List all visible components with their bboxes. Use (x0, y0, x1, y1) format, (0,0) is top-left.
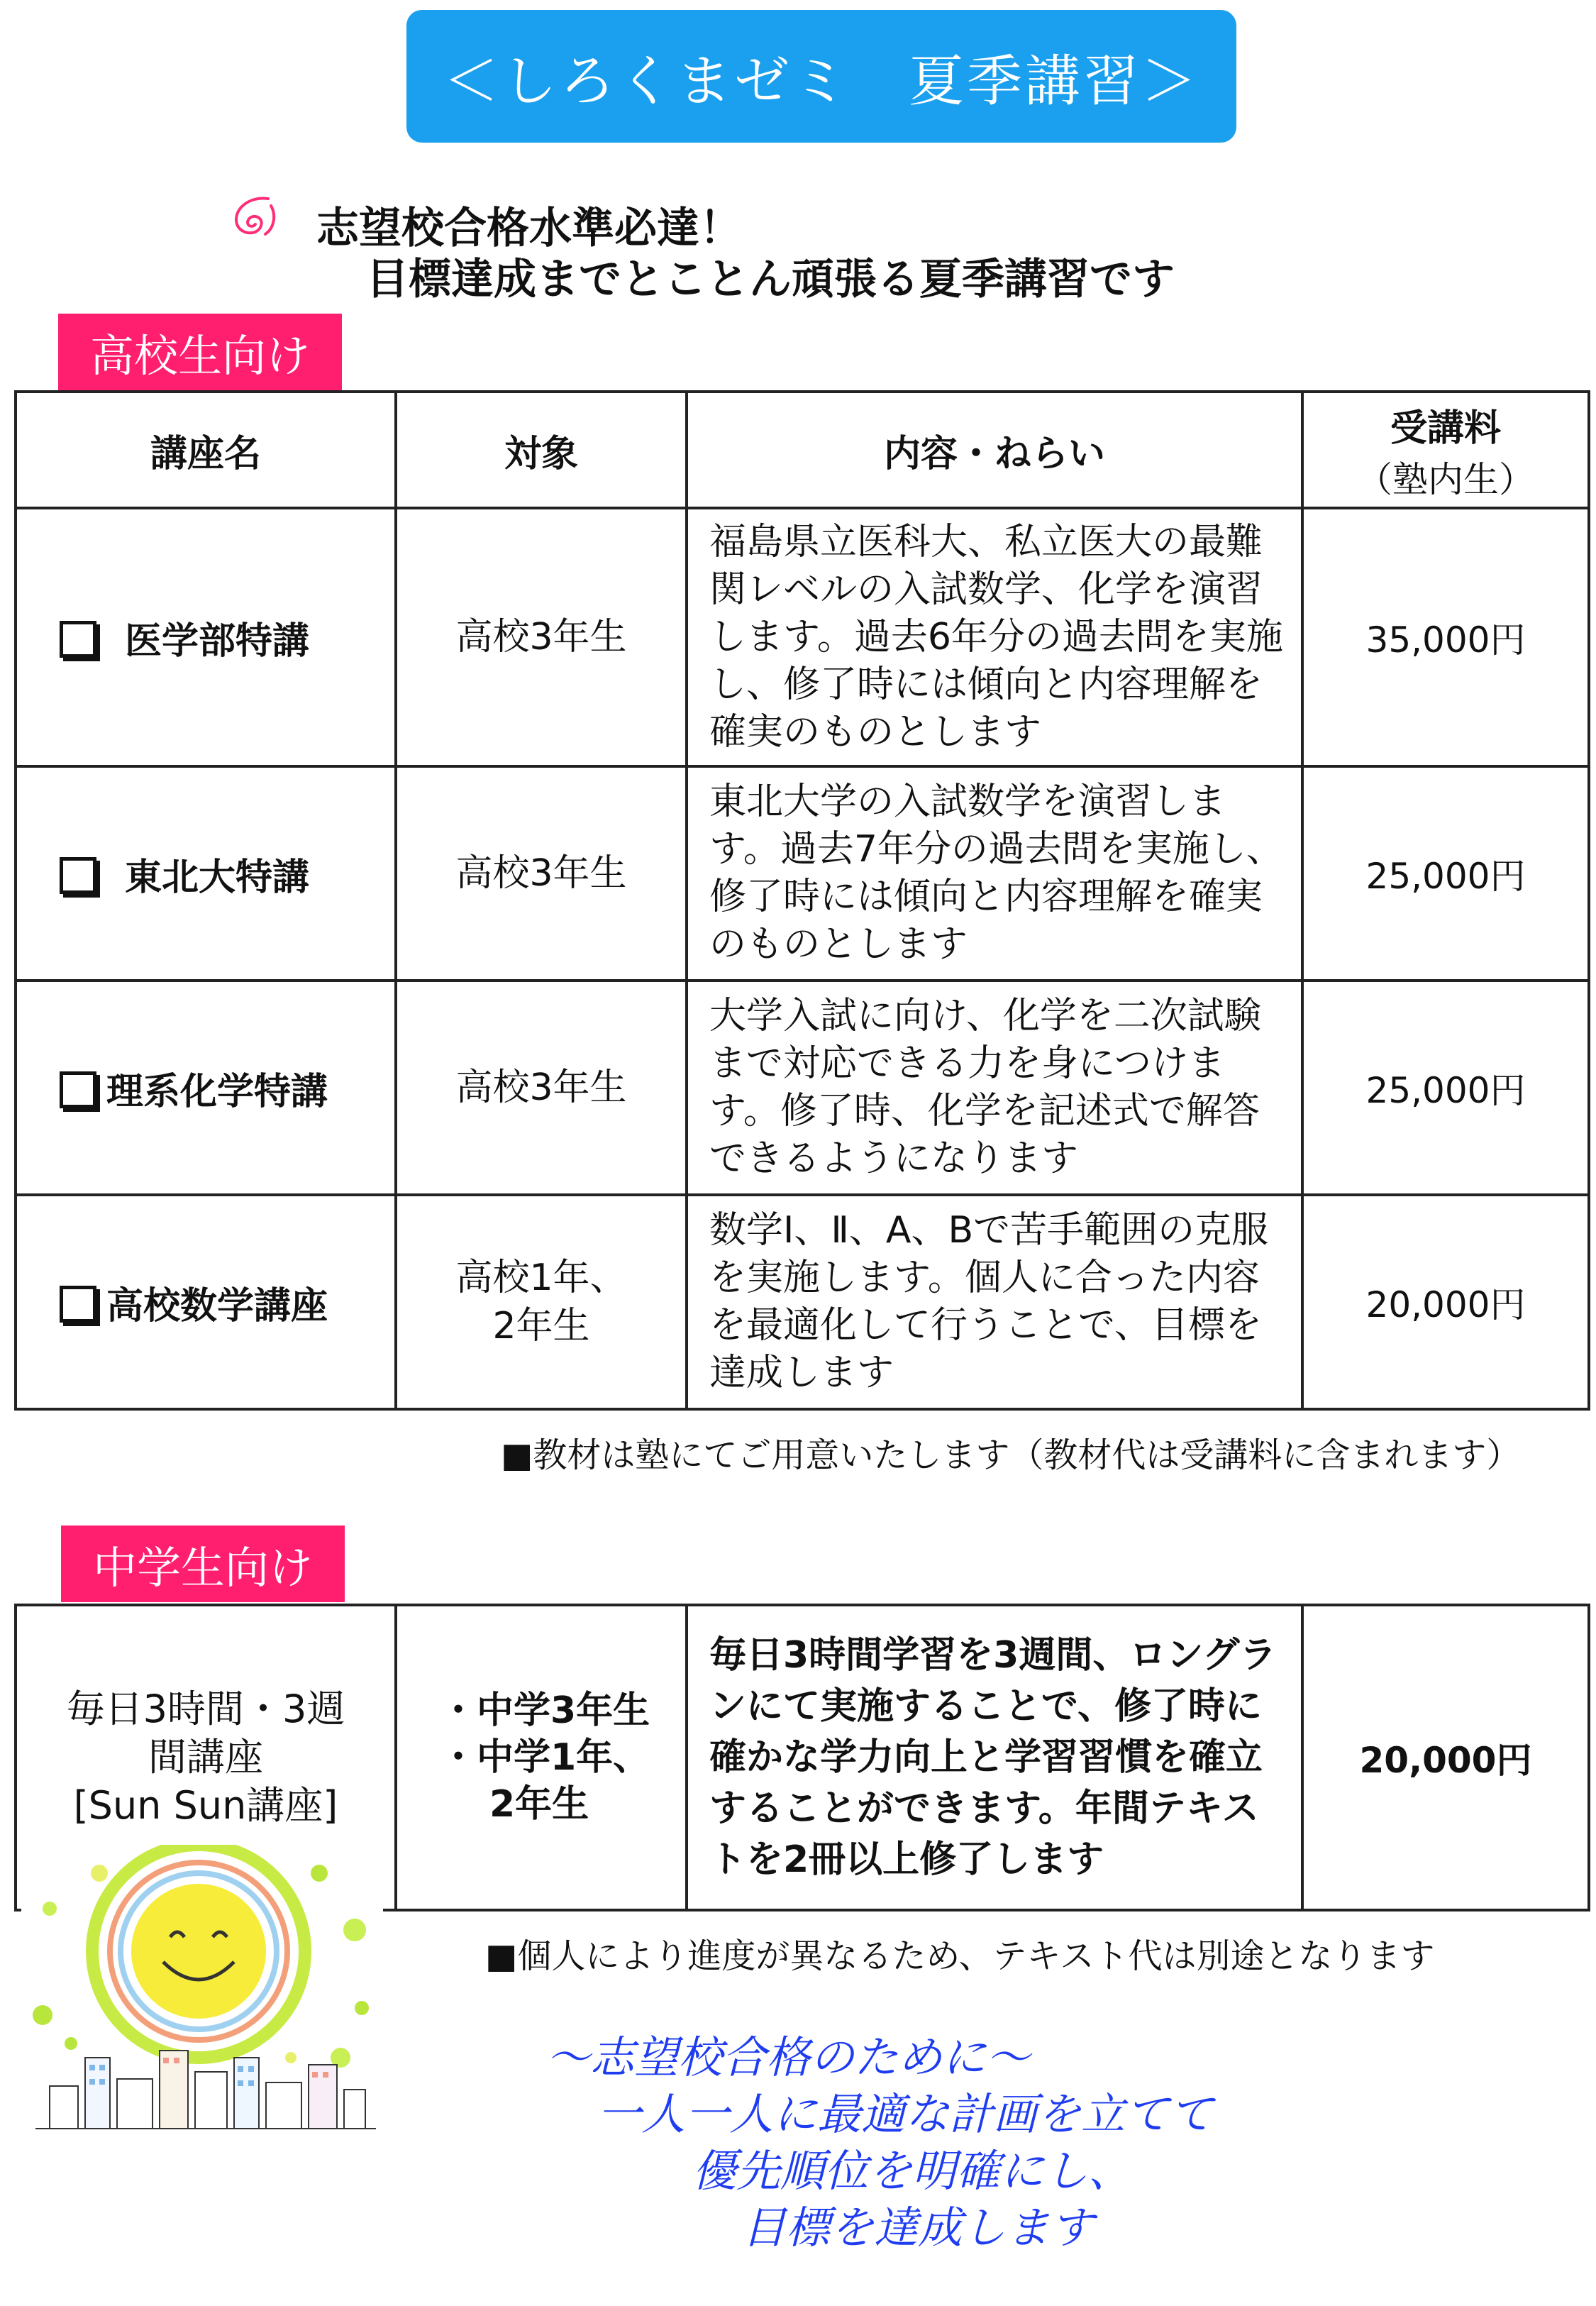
closing-line-2: 一人一人に最適な計画を立てて (597, 2088, 1214, 2140)
table-row (16, 508, 1589, 766)
fee-cell: 35,000円 (1302, 508, 1589, 766)
high-school-tag: 高校生向け (58, 314, 342, 390)
header-content: 内容・ねらい (687, 392, 1302, 508)
course-name-line: 間講座 (148, 1735, 263, 1780)
course-name-line: 毎日3時間・3週 (66, 1687, 345, 1731)
target-line: 2年生 (489, 1783, 589, 1826)
target-line: 2年生 (492, 1305, 590, 1347)
intro-line-1: 志望校合格水準必達！ (316, 204, 742, 253)
course-cell (16, 1195, 396, 1409)
swirl-icon (227, 192, 284, 241)
course-name: 医学部特講 (125, 619, 310, 663)
content-cell: 東北大学の入試数学を演習します。過去7年分の過去問を実施し、修了時には傾向と内容理解を確実のものとします (687, 766, 1302, 981)
closing-line-4: 目標を達成します (742, 2202, 1095, 2253)
textbook-note: ■個人により進度が異なるため、テキスト代は別途となります (485, 1936, 1435, 1976)
header-fee-sub: （塾内生） (1357, 458, 1534, 500)
header-course: 講座名 (16, 392, 396, 508)
table-row (16, 766, 1589, 981)
table-row (16, 981, 1589, 1195)
target-cell: 高校3年生 (396, 981, 687, 1195)
fee-cell: 25,000円 (1302, 766, 1589, 981)
course-name: 東北大特講 (125, 856, 310, 899)
target-cell: 高校3年生 (396, 766, 687, 981)
table-header-row (16, 392, 1589, 508)
checkbox-icon (60, 1286, 96, 1323)
course-cell (16, 981, 396, 1195)
materials-note: ■教材は塾にてご用意いたします（教材代は受講料に含まれます） (501, 1435, 1521, 1475)
target-line: ・中学1年、 (440, 1736, 650, 1779)
content-cell: 毎日3時間学習を3週間、ロングランにて実施することで、修了時に確かな学力向上と学習習慣を確立することができます。年間テキストを2冊以上修了します (687, 1605, 1302, 1910)
target-cell (396, 1195, 687, 1409)
fee-cell: 25,000円 (1302, 981, 1589, 1195)
checkbox-icon (60, 1071, 96, 1108)
course-name: 高校数学講座 (106, 1284, 328, 1328)
header-fee (1302, 392, 1589, 508)
target-line: ・中学3年生 (440, 1689, 650, 1732)
course-cell (16, 766, 396, 981)
target-cell (396, 1605, 687, 1910)
table-row (16, 1195, 1589, 1409)
fee-cell: 20,000円 (1302, 1195, 1589, 1409)
header-target: 対象 (396, 392, 687, 508)
smiling-sun-city-illustration (21, 1845, 383, 2178)
checkbox-icon (60, 857, 96, 894)
fee-cell: 20,000円 (1302, 1605, 1589, 1910)
header-fee-main: 受講料 (1390, 407, 1501, 450)
closing-line-3: 優先順位を明確にし、 (692, 2145, 1133, 2197)
content-cell: 数学Ⅰ、Ⅱ、A、Bで苦手範囲の克服を実施します。個人に合った内容を最適化して行うことで、目標を達成します (687, 1195, 1302, 1409)
checkbox-icon (60, 621, 96, 658)
course-name: 理系化学特講 (106, 1070, 328, 1113)
high-school-course-table (14, 390, 1590, 1411)
junior-high-tag: 中学生向け (61, 1526, 345, 1602)
course-name-line: [Sun Sun講座] (73, 1783, 338, 1828)
target-cell: 高校3年生 (396, 508, 687, 766)
content-cell: 福島県立医科大、私立医大の最難関レベルの入試数学、化学を演習します。過去6年分の過去問を実施し、修了時には傾向と内容理解を確実のものとします (687, 508, 1302, 766)
intro-line-2: 目標達成までとことん頑張る夏季講習です (366, 255, 1175, 304)
target-line: 高校1年、 (455, 1257, 627, 1299)
course-cell (16, 508, 396, 766)
closing-line-1: ～志望校合格のために～ (546, 2031, 1031, 2083)
content-cell: 大学入試に向け、化学を二次試験まで対応できる力を身につけます。修了時、化学を記述式で解答できるようになります (687, 981, 1302, 1195)
page-banner: ＜しろくまゼミ 夏季講習＞ (406, 10, 1236, 143)
